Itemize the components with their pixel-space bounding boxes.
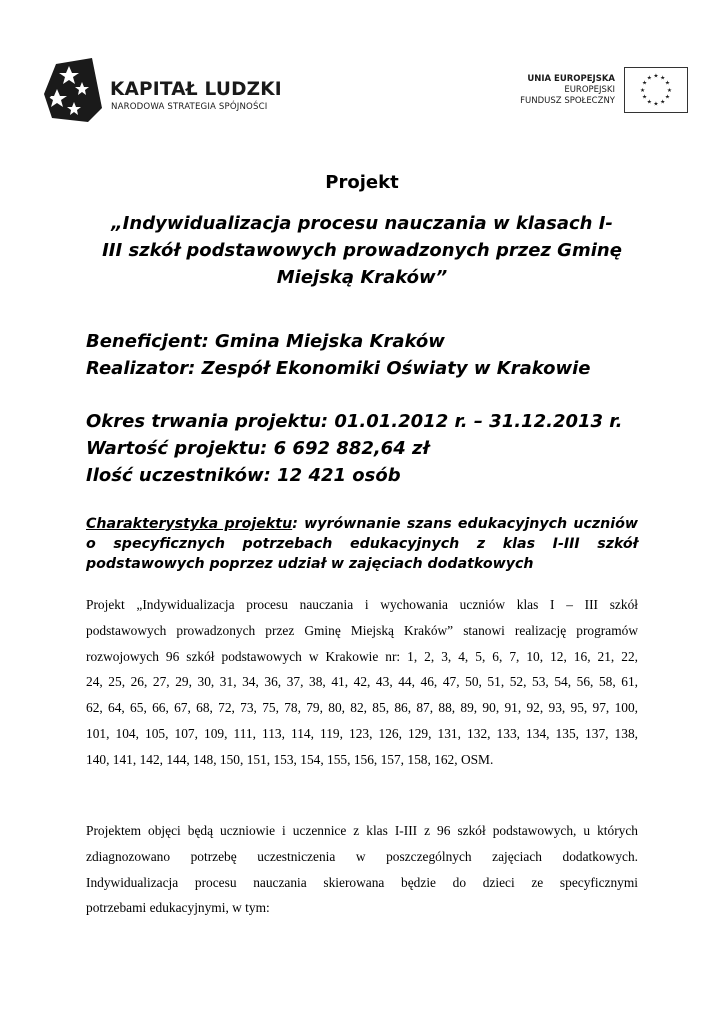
svg-text:★: ★ xyxy=(664,80,671,87)
svg-text:★: ★ xyxy=(666,87,672,94)
paragraph-participants xyxy=(86,818,638,921)
paragraph-line: podstawowych prowadzonych przez Gminę Miejską Kraków” stanowi realizację programów xyxy=(86,622,638,638)
paragraph-line: 101, 104, 105, 107, 109, 111, 113, 114, 119, 123, 126, 129, 131, 132, 133, 134, 135, 137, 138, xyxy=(86,725,638,741)
svg-text:★: ★ xyxy=(641,94,648,101)
wartosc-line: Wartość projektu: 6 692 882,64 zł xyxy=(86,438,430,459)
beneficiary-block xyxy=(86,328,646,382)
kapital-ludzki-logo-icon xyxy=(42,56,104,124)
paragraph-line: rozwojowych 96 szkół podstawowych w Krakowie nr: 1, 2, 3, 4, 5, 6, 7, 10, 12, 16, 21, 22, xyxy=(86,648,638,664)
realizator-line: Realizator: Zespół Ekonomiki Oświaty w Krakowie xyxy=(86,358,591,379)
project-title xyxy=(82,210,642,291)
svg-text:★: ★ xyxy=(660,99,666,106)
eu-line-3: FUNDUSZ SPOŁECZNY xyxy=(520,96,615,106)
svg-text:★: ★ xyxy=(640,87,646,94)
svg-text:★: ★ xyxy=(641,80,648,87)
paragraph-line: 140, 141, 142, 144, 148, 150, 151, 153, 154, 155, 156, 157, 158, 162, OSM. xyxy=(86,751,494,767)
okres-line: Okres trwania projektu: 01.01.2012 r. – 31.12.2013 r. xyxy=(86,411,623,432)
svg-text:★: ★ xyxy=(660,75,666,82)
characteristics-text: : wyrównanie szans edukacyjnych uczniów o specyficznych potrzebach edukacyjnych z klas I-III szkół podstawowych poprzez udział w zajęciach dodatkowych xyxy=(86,516,638,572)
paragraph-line: Projektem objęci będą uczniowie i uczennice z klas I-III z 96 szkół podstawowych, u których xyxy=(86,823,638,838)
logo-subtitle: NARODOWA STRATEGIA SPÓJNOŚCI xyxy=(111,102,268,112)
paragraph-line: potrzebami edukacyjnymi, w tym: xyxy=(86,900,270,916)
paragraph-schools xyxy=(86,592,638,773)
beneficjent-line: Beneficjent: Gmina Miejska Kraków xyxy=(86,331,445,352)
paragraph-line: Indywidualizacja procesu nauczania skierowana będzie do dzieci ze specyficznymi xyxy=(86,874,638,890)
eu-flag-icon xyxy=(624,67,688,113)
project-facts-block xyxy=(86,408,646,489)
title-line-1: „Indywidualizacja procesu nauczania w klasach I- xyxy=(111,213,613,234)
ilosc-line: Ilość uczestników: 12 421 osób xyxy=(86,465,401,486)
svg-text:★: ★ xyxy=(664,94,671,101)
document-heading: Projekt xyxy=(325,172,399,193)
eu-label xyxy=(415,74,615,107)
eu-line-1: UNIA EUROPEJSKA xyxy=(527,74,615,84)
svg-text:★: ★ xyxy=(646,75,652,82)
paragraph-line: 24, 25, 26, 27, 29, 30, 31, 34, 36, 37, 38, 41, 42, 43, 44, 46, 47, 50, 51, 52, 53, 54, 56, 58, 61, xyxy=(86,674,638,690)
project-characteristics xyxy=(86,514,638,574)
svg-text:★: ★ xyxy=(646,99,652,106)
title-line-3: Miejską Kraków” xyxy=(276,267,448,288)
svg-text:★: ★ xyxy=(653,73,659,80)
paragraph-line: zdiagnozowano potrzebę uczestniczenia w poszczególnych zajęciach dodatkowych. xyxy=(86,848,638,864)
title-line-2: III szkół podstawowych prowadzonych przez Gminę xyxy=(102,240,622,261)
paragraph-line: Projekt „Indywidualizacja procesu nauczania i wychowania uczniów klas I – III szkół xyxy=(86,597,638,612)
logo-title: KAPITAŁ LUDZKI xyxy=(110,79,282,100)
svg-text:★: ★ xyxy=(653,101,659,108)
eu-line-2: EUROPEJSKI xyxy=(564,85,615,95)
paragraph-line: 62, 64, 65, 66, 67, 68, 72, 73, 75, 78, 79, 80, 82, 85, 86, 87, 88, 89, 90, 91, 92, 93, 95, 97, 100, xyxy=(86,700,638,716)
characteristics-label: Charakterystyka projektu xyxy=(86,516,293,532)
